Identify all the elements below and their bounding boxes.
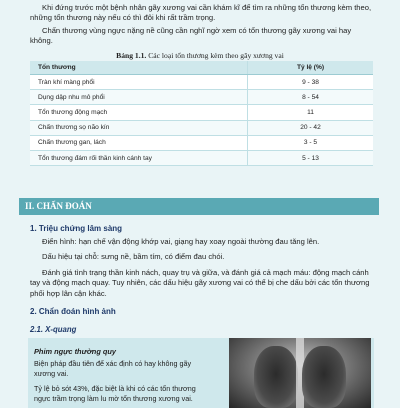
chest-xray-image xyxy=(229,338,371,408)
injury-name: Dụng dập nhu mô phổi xyxy=(30,90,248,105)
table-caption xyxy=(0,51,400,60)
subsection-imaging-heading: 2. Chẩn đoán hình ảnh xyxy=(30,307,116,316)
xray-info-box xyxy=(28,338,374,408)
left-lung-shape xyxy=(254,346,298,408)
subsection-xray-heading: 2.1. X-quang xyxy=(30,325,77,334)
box-text-2: Tỷ lệ bỏ sót 43%, đặc biệt là khi có các tổn thương ngực trầm trọng làm lu mờ tổn thương xương vai. xyxy=(34,384,196,403)
box-text-1: Biện pháp đầu tiên để xác định có hay không gãy xương vai. xyxy=(34,359,192,378)
table-row xyxy=(30,135,373,150)
table-row xyxy=(30,75,373,90)
injury-name: Tổn thương đám rối thần kinh cánh tay xyxy=(30,150,248,165)
injury-rate: 20 - 42 xyxy=(248,120,374,135)
table-row xyxy=(30,150,373,165)
box-title: Phim ngực thường quy xyxy=(34,347,117,356)
header-rate: Tỷ lệ (%) xyxy=(248,61,374,75)
right-lung-shape xyxy=(302,346,346,408)
table-row xyxy=(30,120,373,135)
clinical-bullet-1: Điển hình: hạn chế vận động khớp vai, giạng hay xoay ngoài thường đau tăng lên. xyxy=(42,237,320,246)
injury-name: Chấn thương sọ não kín xyxy=(30,120,248,135)
injury-rate: 3 - 5 xyxy=(248,135,374,150)
table-row xyxy=(30,105,373,120)
injury-name: Tổn thương động mạch xyxy=(30,105,248,120)
clinical-paragraph: Đánh giá tình trạng thần kinh nách, quay trụ và giữa, và đánh giá cả mạch máu: động mạch cánh tay và động mạch quay. Tuy nhiên, các dấu hiệu gãy xương vai có thể bị che dấu bởi các tổn thương phổi hợp lân cận khác. xyxy=(30,268,370,298)
injury-name: Chấn thương gan, lách xyxy=(30,135,248,150)
clinical-bullet-2: Dấu hiệu tại chỗ: sưng nề, bầm tím, có điểm đau chói. xyxy=(42,252,225,261)
table-caption-text: Các loại tổn thương kèm theo gãy xương vai xyxy=(146,51,284,60)
table-header-row xyxy=(30,61,373,75)
injury-rate: 11 xyxy=(248,105,374,120)
intro-paragraph-1: Khi đứng trước một bệnh nhân gãy xương vai cần khám kĩ để tìm ra những tổn thương kèm theo, những tổn thương này nếu có thì đôi khi rất trầm trọng. xyxy=(30,3,372,23)
section-title: II. CHẨN ĐOÁN xyxy=(25,201,92,211)
table-row xyxy=(30,90,373,105)
injury-rate: 5 - 13 xyxy=(248,150,374,165)
injury-name: Tràn khí màng phổi xyxy=(30,75,248,90)
table-caption-number: Bảng 1.1. xyxy=(116,51,147,60)
injury-rate: 9 - 38 xyxy=(248,75,374,90)
injury-rate: 8 - 54 xyxy=(248,90,374,105)
subsection-clinical-heading: 1. Triệu chứng lâm sàng xyxy=(30,224,123,233)
intro-paragraph-2: Chấn thương vùng ngực nặng nề cũng cần nghĩ ngờ xem có tổn thương gãy xương vai hay không. xyxy=(30,26,352,46)
section-header-bar xyxy=(19,198,379,215)
injury-table xyxy=(30,61,373,166)
header-injury: Tổn thương xyxy=(30,61,248,75)
